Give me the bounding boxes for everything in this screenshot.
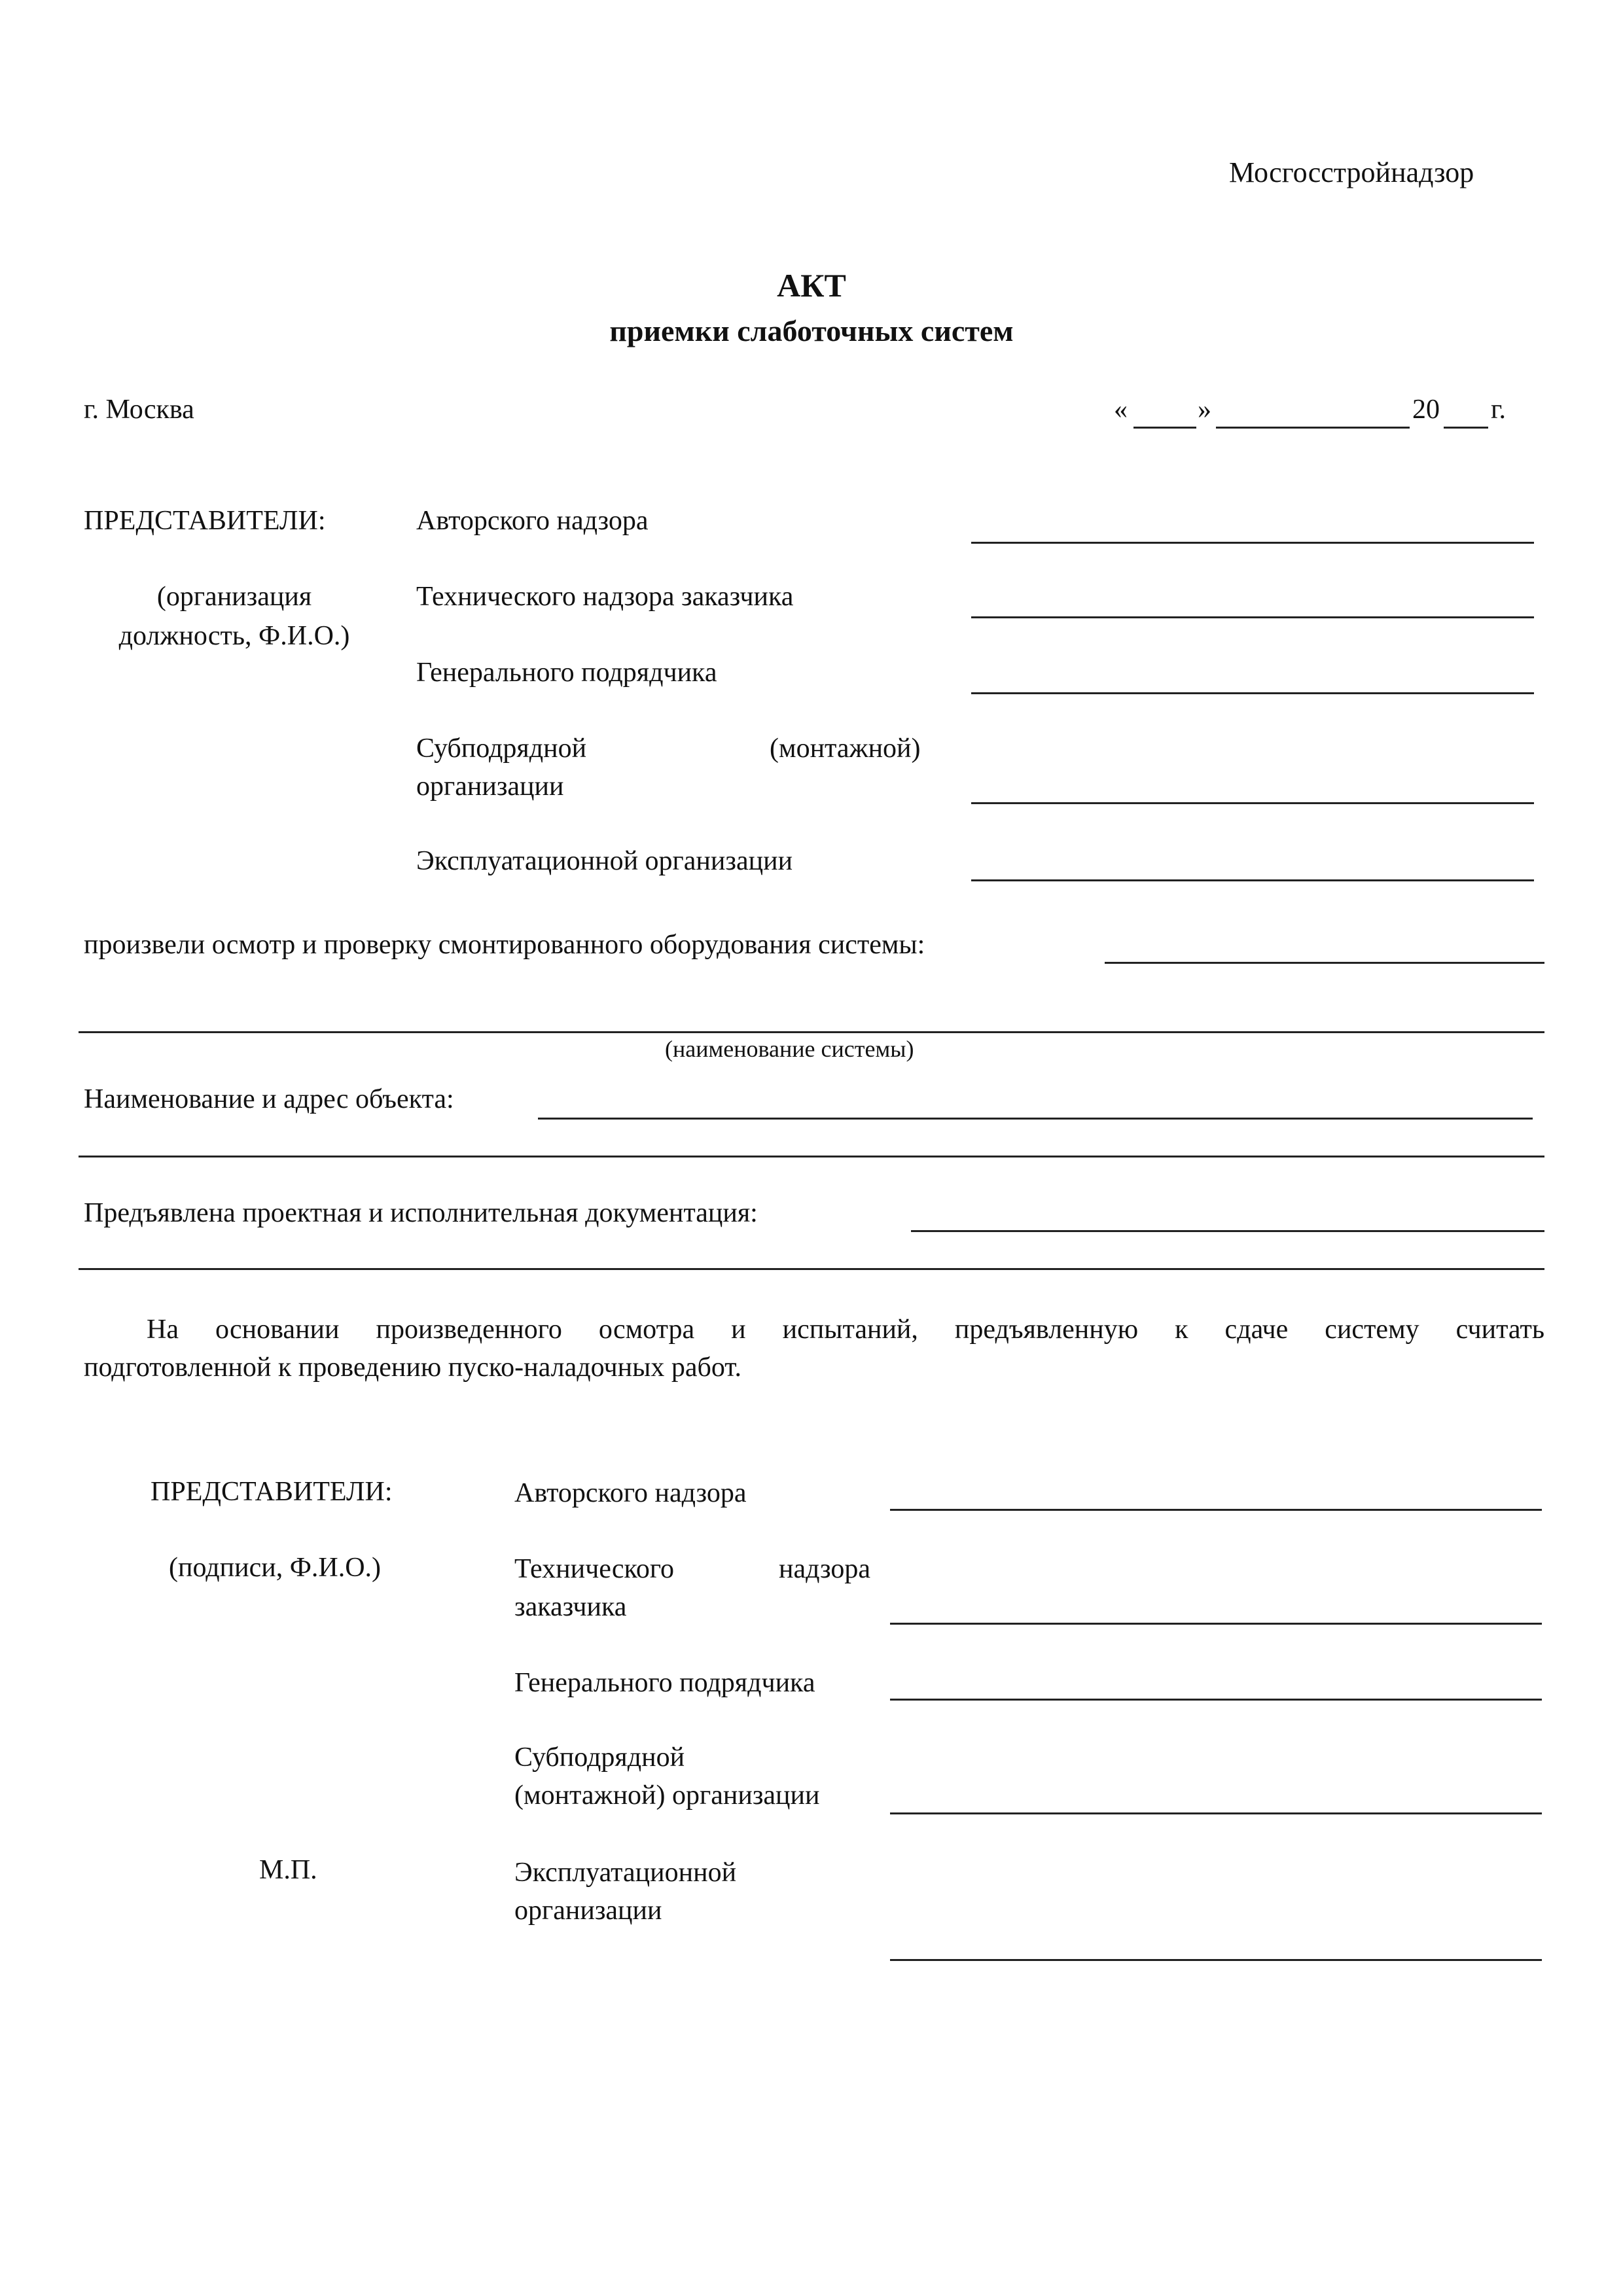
sig-subcontractor-field[interactable] xyxy=(890,1812,1542,1814)
sig-author-supervision-label: Авторского надзора xyxy=(514,1478,747,1508)
sig-general-contractor-field[interactable] xyxy=(890,1699,1542,1701)
representatives-label: ПРЕДСТАВИТЕЛИ: xyxy=(84,506,326,536)
sig-technical-supervision-label-left: Технического xyxy=(514,1554,675,1584)
signatures-note: (подписи, Ф.И.О.) xyxy=(169,1553,382,1583)
rep-general-contractor-label: Генерального подрядчика xyxy=(416,658,717,688)
document-subtitle: приемки слаботочных систем xyxy=(609,314,1014,347)
sig-operating-org-label-line1: Эксплуатационной xyxy=(514,1858,737,1888)
signatures-label: ПРЕДСТАВИТЕЛИ: xyxy=(151,1477,393,1507)
representatives-note-line2: должность, Ф.И.О.) xyxy=(118,621,350,651)
representatives-note-line1: (организация xyxy=(156,582,312,612)
inspection-system-field-inline[interactable] xyxy=(1105,962,1544,964)
documentation-field-line2[interactable] xyxy=(79,1268,1544,1270)
rep-technical-supervision-label: Технического надзора заказчика xyxy=(416,582,794,612)
documentation-label: Предъявлена проектная и исполнительная документация: xyxy=(84,1198,758,1228)
rep-general-contractor-field[interactable] xyxy=(971,692,1534,694)
object-address-field-line2[interactable] xyxy=(79,1156,1544,1157)
sig-subcontractor-label-line2: (монтажной) организации xyxy=(514,1780,820,1810)
date-quote-open: « xyxy=(1114,395,1128,425)
sig-technical-supervision-label-right: надзора xyxy=(779,1554,870,1584)
date-year-field[interactable] xyxy=(1444,427,1488,429)
authority-name: Мосгосстройнадзор xyxy=(1229,156,1474,188)
date-year-suffix: г. xyxy=(1491,395,1506,425)
stamp-label: М.П. xyxy=(259,1855,317,1885)
date-day-field[interactable] xyxy=(1133,427,1196,429)
object-label: Наименование и адрес объекта: xyxy=(84,1084,454,1114)
rep-subcontractor-label-left: Субподрядной xyxy=(416,733,587,764)
documentation-field[interactable] xyxy=(911,1230,1544,1232)
inspection-text: произвели осмотр и проверку смонтированного оборудования системы: xyxy=(84,930,925,960)
rep-subcontractor-field[interactable] xyxy=(971,802,1534,804)
conclusion-line1: На основании произведенного осмотра и испытаний, предъявленную к сдаче систему считать xyxy=(147,1315,1544,1345)
sig-technical-supervision-label-line2: заказчика xyxy=(514,1592,627,1622)
rep-author-supervision-field[interactable] xyxy=(971,542,1534,544)
date-quote-close: » xyxy=(1198,395,1211,425)
rep-subcontractor-label-line2: организации xyxy=(416,771,564,802)
sig-author-supervision-field[interactable] xyxy=(890,1509,1542,1511)
date-month-field[interactable] xyxy=(1216,427,1410,429)
date-year-prefix: 20 xyxy=(1412,395,1440,425)
sig-subcontractor-label-line1: Субподрядной xyxy=(514,1742,685,1773)
sig-operating-org-field[interactable] xyxy=(890,1959,1542,1961)
sig-general-contractor-label: Генерального подрядчика xyxy=(514,1668,815,1698)
rep-operating-org-field[interactable] xyxy=(971,879,1534,881)
city: г. Москва xyxy=(84,395,194,425)
system-name-caption: (наименование системы) xyxy=(665,1036,914,1062)
rep-author-supervision-label: Авторского надзора xyxy=(416,506,649,536)
sig-technical-supervision-field[interactable] xyxy=(890,1623,1542,1625)
rep-subcontractor-label-right: (монтажной) xyxy=(770,733,921,764)
rep-technical-supervision-field[interactable] xyxy=(971,616,1534,618)
object-address-field[interactable] xyxy=(538,1118,1533,1120)
rep-operating-org-label: Эксплуатационной организации xyxy=(416,846,793,876)
conclusion-line2: подготовленной к проведению пуско-наладочных работ. xyxy=(84,1352,741,1383)
sig-operating-org-label-line2: организации xyxy=(514,1896,662,1926)
document-title: АКТ xyxy=(777,267,846,304)
